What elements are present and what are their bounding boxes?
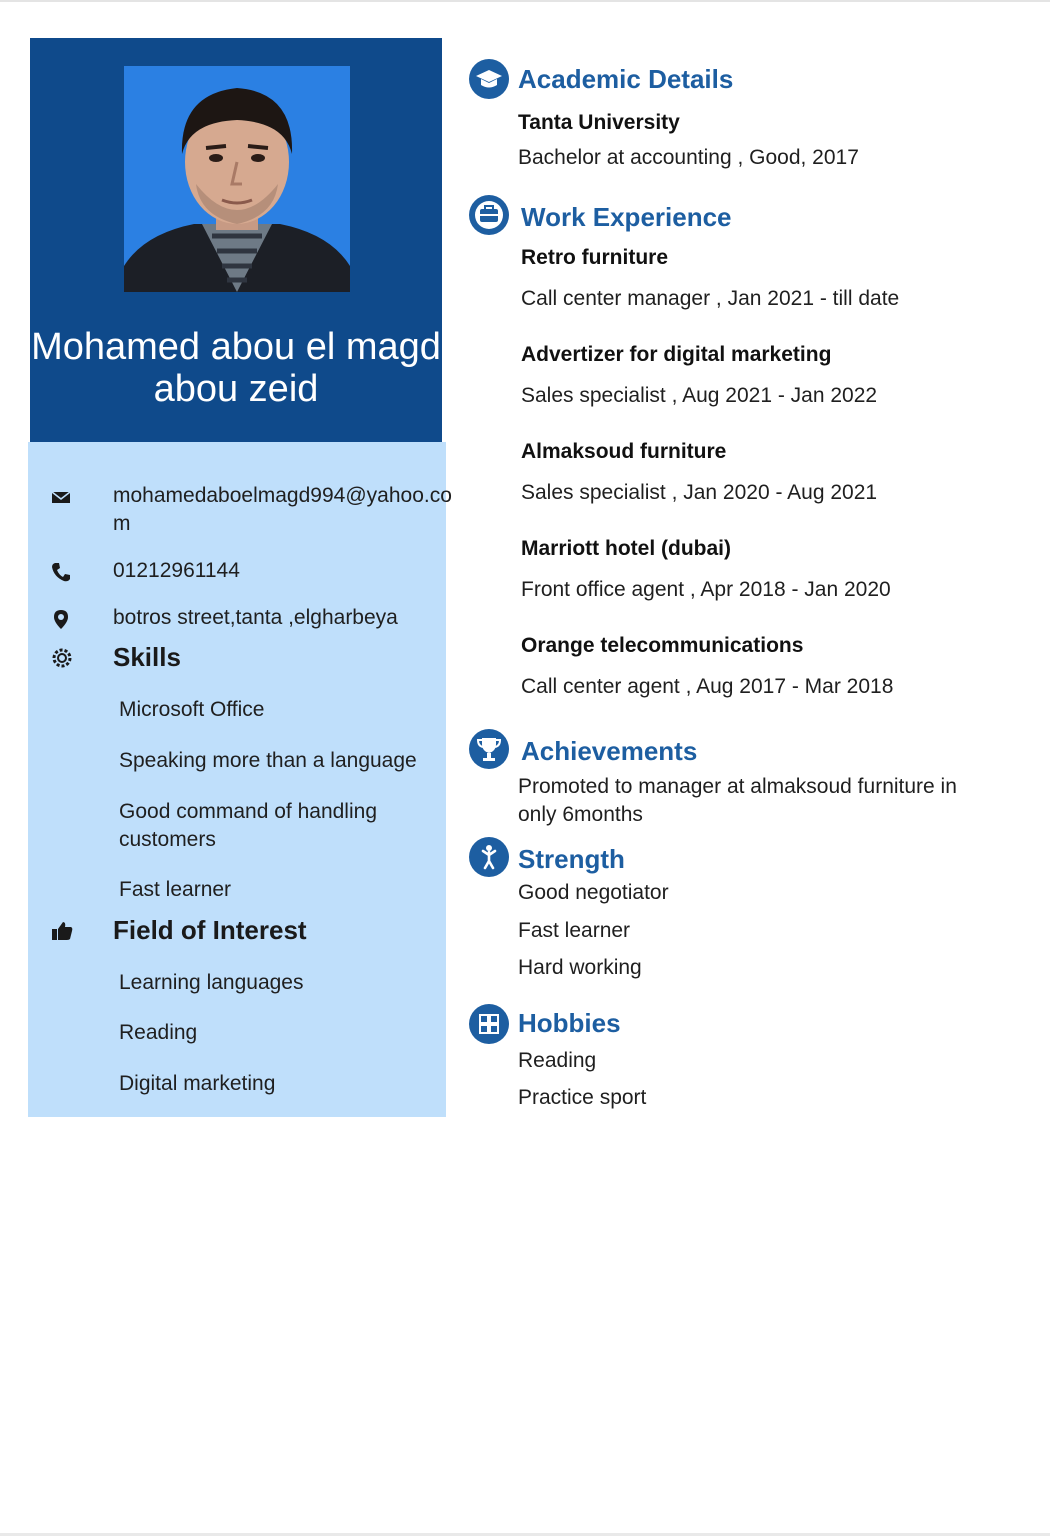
achievement-text: Promoted to manager at almaksoud furniture in only 6months <box>518 775 957 826</box>
academic-detail: Bachelor at accounting , Good, 2017 <box>518 146 859 169</box>
job-detail: Call center agent , Aug 2017 - Mar 2018 <box>521 675 894 698</box>
hobbies-title: Hobbies <box>518 1008 621 1038</box>
graduation-cap-icon <box>469 59 509 99</box>
hobby-item: Practice sport <box>518 1086 647 1109</box>
strength-item: Hard working <box>518 956 642 979</box>
strength-title: Strength <box>518 844 625 874</box>
strength-item: Good negotiator <box>518 881 669 904</box>
skill-item: Microsoft Office <box>119 698 265 721</box>
sidebar <box>28 442 452 1117</box>
profile-header <box>30 38 442 442</box>
hobbies-icon <box>469 1004 509 1044</box>
gear-icon <box>50 646 74 670</box>
strength-figure-icon <box>469 837 509 877</box>
trophy-icon <box>469 729 509 769</box>
thumbs-up-icon <box>50 919 74 943</box>
interest-item: Reading <box>119 1021 198 1044</box>
skill-item: Speaking more than a language <box>119 749 417 772</box>
profile-name: Mohamed abou el magd abou zeid <box>31 326 441 410</box>
academic-title: Academic Details <box>518 64 734 94</box>
job-detail: Sales specialist , Aug 2021 - Jan 2022 <box>521 384 878 407</box>
job-company: Orange telecommunications <box>521 634 804 657</box>
interests-title: Field of Interest <box>113 915 307 945</box>
profile-photo-illustration <box>124 66 350 292</box>
contact-email[interactable]: mohamedaboelmagd994@yahoo.com <box>113 484 452 535</box>
location-pin-icon <box>50 608 72 630</box>
skill-item: Good command of handling customers <box>119 800 377 851</box>
work-title: Work Experience <box>521 202 732 232</box>
interest-item: Digital marketing <box>119 1072 276 1095</box>
job-detail: Sales specialist , Jan 2020 - Aug 2021 <box>521 481 878 504</box>
contact-phone[interactable]: 01212961144 <box>113 559 240 582</box>
interest-item: Learning languages <box>119 971 304 994</box>
job-company: Retro furniture <box>521 246 668 269</box>
job-company: Marriott hotel (dubai) <box>521 537 731 560</box>
briefcase-icon <box>469 195 509 235</box>
phone-icon <box>50 561 72 583</box>
academic-institution: Tanta University <box>518 111 680 134</box>
job-detail: Front office agent , Apr 2018 - Jan 2020 <box>521 578 891 601</box>
contact-address: botros street,tanta ,elgharbeya <box>113 606 398 629</box>
profile-photo <box>124 66 350 292</box>
hobby-item: Reading <box>518 1049 597 1072</box>
strength-item: Fast learner <box>518 919 631 942</box>
page-top-edge <box>0 0 1050 2</box>
job-company: Almaksoud furniture <box>521 440 727 463</box>
envelope-icon <box>50 486 72 508</box>
achievements-title: Achievements <box>521 736 698 766</box>
job-detail: Call center manager , Jan 2021 - till date <box>521 287 900 310</box>
skill-item: Fast learner <box>119 878 232 901</box>
job-company: Advertizer for digital marketing <box>521 343 832 366</box>
skills-title: Skills <box>113 642 181 672</box>
